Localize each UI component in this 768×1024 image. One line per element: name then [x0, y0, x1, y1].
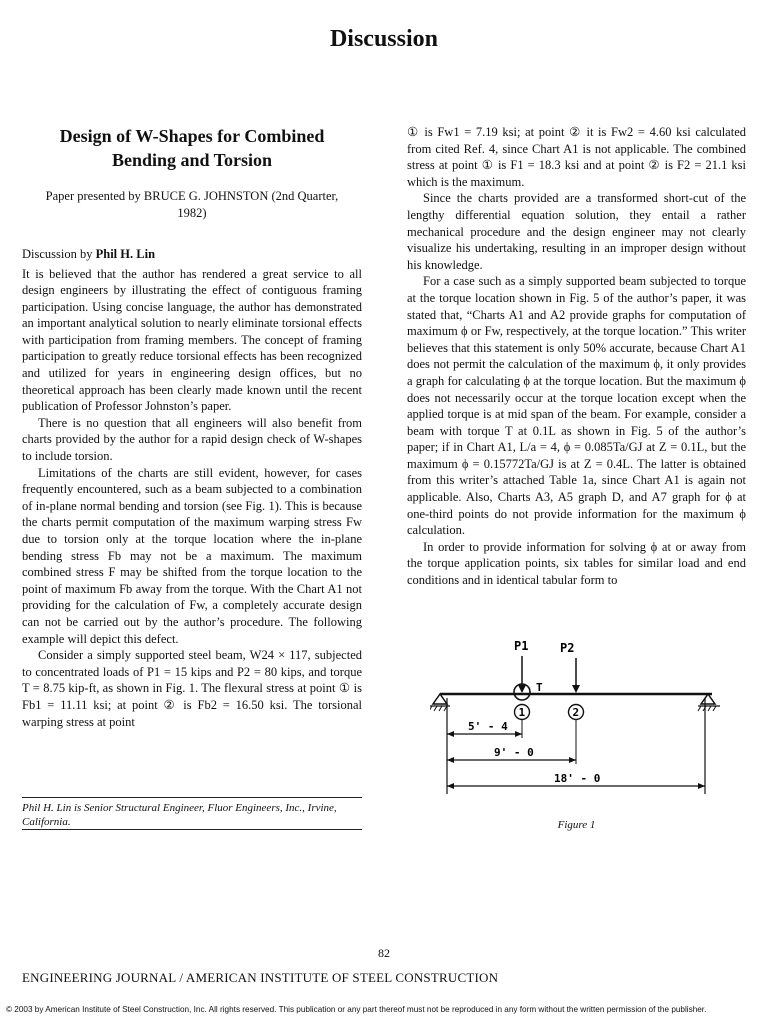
discussion-by: [22, 246, 362, 263]
p2-arrowhead-icon: [572, 685, 580, 693]
dim-arrow-icon: [447, 731, 454, 737]
article-title: [22, 124, 362, 172]
dim-label-3: 18' - 0: [554, 772, 601, 785]
dim-label-1: 5' - 4: [468, 720, 508, 733]
p2-label: P2: [560, 641, 575, 655]
p1-label: P1: [514, 639, 529, 653]
dim-arrow-icon: [447, 757, 454, 763]
discussion-by-label: Discussion by: [22, 247, 93, 261]
right-ground-hatch: [698, 706, 716, 711]
paragraph: There is no question that all engineers will also benefit from charts provided by the author for a rapid design check of W-shapes to include torsion.: [22, 415, 362, 464]
paragraph: Limitations of the charts are still evident, however, for cases frequently encountered, such as a beam subjected to a combination of in-plane normal bending and torsion (see Fig. 1). This is because the charts permit computation of the maximum warping stress Fw due to torsion only at the torque location where the in-plane bending stress Fb may not be a maximum. The maximum combined stress F may be shifted from the torque location to the point of maximum Fb away from the torque. With the Chart A1 not providing for the calculation of Fw, a completely accurate design can not be carried out by the author’s procedure. The following example will depict this defect.: [22, 465, 362, 646]
p1-arrowhead-icon: [518, 685, 526, 693]
right-support-icon: [701, 694, 715, 704]
page-title: Discussion: [329, 26, 439, 52]
left-support-icon: [433, 694, 447, 704]
footnote-rule-bottom: [22, 829, 362, 830]
footnote: Phil H. Lin is Senior Structural Engineer, Fluor Engineers, Inc., Irvine, California.: [22, 802, 337, 828]
torque-label: T: [536, 681, 543, 694]
point-2-label: 2: [572, 706, 580, 719]
dim-label-2: 9' - 0: [494, 746, 534, 759]
footnote-rule-top: [22, 797, 362, 798]
dim-arrow-icon: [515, 731, 522, 737]
copyright-notice: © 2003 by American Institute of Steel Construction, Inc. All rights reserved. This publication or any part thereof must not be reproduced in any form without the written permission of the publisher.: [6, 1005, 707, 1014]
beam-diagram: [430, 634, 726, 810]
journal-footer: ENGINEERING JOURNAL / AMERICAN INSTITUTE OF STEEL CONSTRUCTION: [22, 970, 499, 985]
paragraph: Since the charts provided are a transformed short-cut of the lengthy differential equation solution, they entail a rather mechanical procedure and the design engineer may not clearly visualize his undertaking, resulting in an improper design without his knowledge.: [407, 191, 746, 272]
left-ground-hatch: [430, 706, 447, 711]
discussion-author: Phil H. Lin: [95, 247, 156, 261]
paragraph: For a case such as a simply supported beam subjected to torque at the torque location shown in Fig. 5 of the author’s paper, it was stated that, “Charts A1 and A2 provide graphs for computation of maximum ϕ or Fw, respectively, at the torque location.” This writer believes that this statement is only 50% accurate, because Chart A1 does not permit the calculation of the maximum ϕ, it only provides a graph for calculating ϕ at the torque location. But the maximum ϕ does not necessarily occur at the torque location except when the applied torque is at mid span of the beam. For example, consider a beam with torque T at 0.1L as shown in Fig. 5 of the author’s paper; if in Chart A1, L/a = 4, ϕ = 0.085Ta/GJ at Z = 0.1L, but the maximum ϕ = 0.15772Ta/GJ is at Z = 0.4L. The latter is obtained from this writer’s attached Table 1a, since Chart A1 is again not applicable. Also, Charts A3, A5 graph D, and A7 graph for ϕ at one-third points do not provide information for the maximum ϕ calculation.: [407, 274, 746, 538]
right-column: [407, 124, 746, 589]
paragraph: Consider a simply supported steel beam, W24 × 117, subjected to concentrated loads of P1 = 15 kips and P2 = 80 kips, and torque T = 8.75 kip-ft, as shown in Fig. 1. The flexural stress at point ① is Fb1 = 11.11 ksi; at point ② is Fb2 = 16.50 ksi. The torsional warping stress at point: [22, 648, 362, 729]
page-number: 82: [378, 946, 390, 960]
figure-caption: Figure 1: [557, 819, 596, 831]
dim-arrow-icon: [698, 783, 705, 789]
article-title-line1: Design of W-Shapes for Combined: [59, 126, 325, 146]
left-column: [22, 124, 362, 730]
dim-arrow-icon: [447, 783, 454, 789]
presented-by: Paper presented by BRUCE G. JOHNSTON (2nd Quarter, 1982): [45, 189, 339, 220]
article-title-line2: Bending and Torsion: [111, 150, 273, 170]
figure-1: [430, 634, 726, 810]
paragraph: ① is Fw1 = 7.19 ksi; at point ② it is Fw2 = 4.60 ksi calculated from cited Ref. 4, since Chart A1 is not applicable. The combined stress at point ① is F1 = 18.3 ksi and at point ② is F2 = 21.1 ksi which is the maximum.: [407, 125, 746, 189]
paragraph: It is believed that the author has rendered a great service to all design engineers by illustrating the effect of contiguous framing participation. Using concise language, the author has demonstrated an important analytical solution to nearly eliminate torsional effects with participation from framing members. The concept of framing participation to greatly reduce torsional effects has been recognized and utilized for years in engineering design offices, but no theoretical approach has been clearly made known until the recent publication of Professor Johnston’s paper.: [22, 266, 362, 414]
dim-arrow-icon: [569, 757, 576, 763]
point-1-label: 1: [518, 706, 526, 719]
paragraph: In order to provide information for solving ϕ at or away from the torque application points, six tables for similar load and end conditions and in identical tabular form to: [407, 539, 746, 588]
